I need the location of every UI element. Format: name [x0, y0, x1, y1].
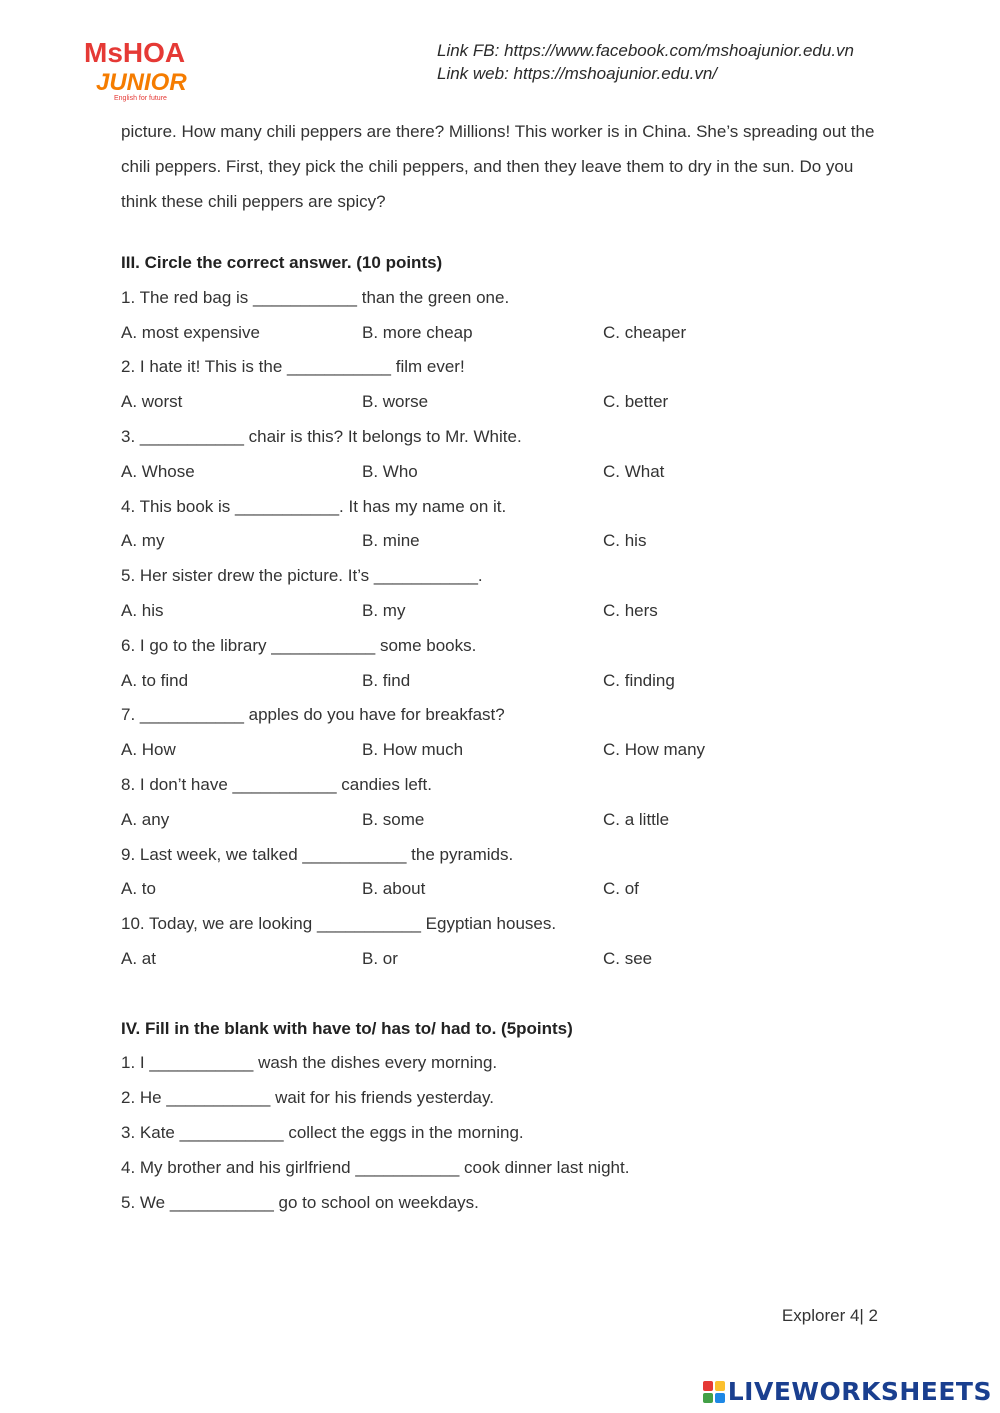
option-a[interactable]: A. my [121, 531, 165, 551]
option-b[interactable]: B. worse [362, 392, 429, 412]
option-c[interactable]: C. see [603, 948, 653, 968]
question-text: 10. Today, we are looking ___________ Egyptian houses. [121, 914, 557, 934]
option-a[interactable]: A. most expensive [121, 322, 260, 342]
fill-in-list [121, 1046, 891, 1220]
fill-in-item-4[interactable]: 4. My brother and his girlfriend ___________ cook dinner last night. [121, 1157, 630, 1177]
mshoa-junior-logo [84, 36, 214, 102]
logo-top-text: MsHOA [84, 37, 186, 68]
logo-tagline: English for future [114, 95, 167, 102]
option-c[interactable]: C. of [603, 879, 639, 899]
option-b[interactable]: B. or [362, 948, 398, 968]
option-b[interactable]: B. more cheap [362, 322, 473, 342]
question-text: 1. The red bag is ___________ than the green one. [121, 287, 510, 307]
question-text: 2. I hate it! This is the ___________ film ever! [121, 357, 465, 377]
question-9 [121, 838, 891, 908]
option-b[interactable]: B. some [362, 809, 425, 829]
option-b[interactable]: B. Who [362, 461, 418, 481]
question-7 [121, 698, 891, 768]
answer-options [121, 316, 891, 351]
header-links [437, 39, 854, 85]
link-fb[interactable]: Link FB: https://www.facebook.com/mshoajunior.edu.vn [437, 41, 855, 60]
question-4 [121, 490, 891, 560]
answer-options [121, 872, 891, 907]
question-text: 8. I don’t have ___________ candies left. [121, 774, 432, 794]
link-web[interactable]: Link web: https://mshoajunior.edu.vn/ [437, 64, 718, 83]
answer-options [121, 594, 891, 629]
option-a[interactable]: A. to [121, 879, 156, 899]
option-c[interactable]: C. better [603, 392, 669, 412]
option-b[interactable]: B. find [362, 670, 411, 690]
answer-options [121, 803, 891, 838]
option-b[interactable]: B. my [362, 600, 406, 620]
answer-options [121, 664, 891, 699]
option-c[interactable]: C. cheaper [603, 322, 687, 342]
fill-in-item-5[interactable]: 5. We ___________ go to school on weekdays. [121, 1192, 479, 1212]
question-list [121, 281, 891, 977]
option-a[interactable]: A. worst [121, 392, 183, 412]
option-a[interactable]: A. How [121, 740, 176, 760]
option-c[interactable]: C. a little [603, 809, 670, 829]
option-c[interactable]: C. How many [603, 740, 706, 760]
page-number: Explorer 4| 2 [781, 1306, 878, 1325]
question-text: 7. ___________ apples do you have for breakfast? [121, 705, 505, 725]
section-4-title: IV. Fill in the blank with have to/ has to/ had to. (5points) [121, 1018, 573, 1038]
question-text: 5. Her sister drew the picture. It’s ___________. [121, 566, 483, 586]
fill-in-item-1[interactable]: 1. I ___________ wash the dishes every morning. [121, 1053, 498, 1073]
question-text: 4. This book is ___________. It has my name on it. [121, 496, 507, 516]
option-b[interactable]: B. about [362, 879, 426, 899]
liveworksheets-wordmark: LIVEWORKSHEETS [727, 1377, 992, 1406]
answer-options [121, 733, 891, 768]
question-8 [121, 768, 891, 838]
question-6 [121, 629, 891, 699]
logo-bottom-text: JUNIOR [96, 69, 187, 96]
answer-options [121, 455, 891, 490]
section-spacer [121, 977, 891, 1012]
option-b[interactable]: B. mine [362, 531, 420, 551]
option-c[interactable]: C. finding [603, 670, 675, 690]
question-text: 3. ___________ chair is this? It belongs to Mr. White. [121, 426, 522, 446]
option-c[interactable]: C. hers [603, 600, 658, 620]
liveworksheets-brand[interactable] [703, 1377, 992, 1406]
option-a[interactable]: A. his [121, 600, 164, 620]
worksheet-content [121, 114, 891, 1220]
question-text: 9. Last week, we talked ___________ the pyramids. [121, 844, 514, 864]
answer-options [121, 385, 891, 420]
option-c[interactable]: C. What [603, 461, 665, 481]
question-2 [121, 350, 891, 420]
question-1 [121, 281, 891, 351]
answer-options [121, 524, 891, 559]
fill-in-item-2[interactable]: 2. He ___________ wait for his friends yesterday. [121, 1088, 494, 1108]
answer-options [121, 942, 891, 977]
question-3 [121, 420, 891, 490]
fill-in-item-3[interactable]: 3. Kate ___________ collect the eggs in the morning. [121, 1122, 524, 1142]
option-b[interactable]: B. How much [362, 740, 464, 760]
question-5 [121, 559, 891, 629]
question-text: 6. I go to the library ___________ some books. [121, 635, 477, 655]
question-10 [121, 907, 891, 977]
reading-passage: picture. How many chili peppers are there? Millions! This worker is in China. She’s spreading out the chili peppers. First, they pick the chili peppers, and then they leave them to dry in the sun. Do you think these chili peppers are spicy? [121, 122, 875, 211]
option-c[interactable]: C. his [603, 531, 647, 551]
option-a[interactable]: A. at [121, 948, 156, 968]
option-a[interactable]: A. to find [121, 670, 189, 690]
section-3-title: III. Circle the correct answer. (10 points) [121, 253, 443, 272]
option-a[interactable]: A. any [121, 809, 170, 829]
liveworksheets-logo-icon [703, 1381, 725, 1403]
option-a[interactable]: A. Whose [121, 461, 195, 481]
